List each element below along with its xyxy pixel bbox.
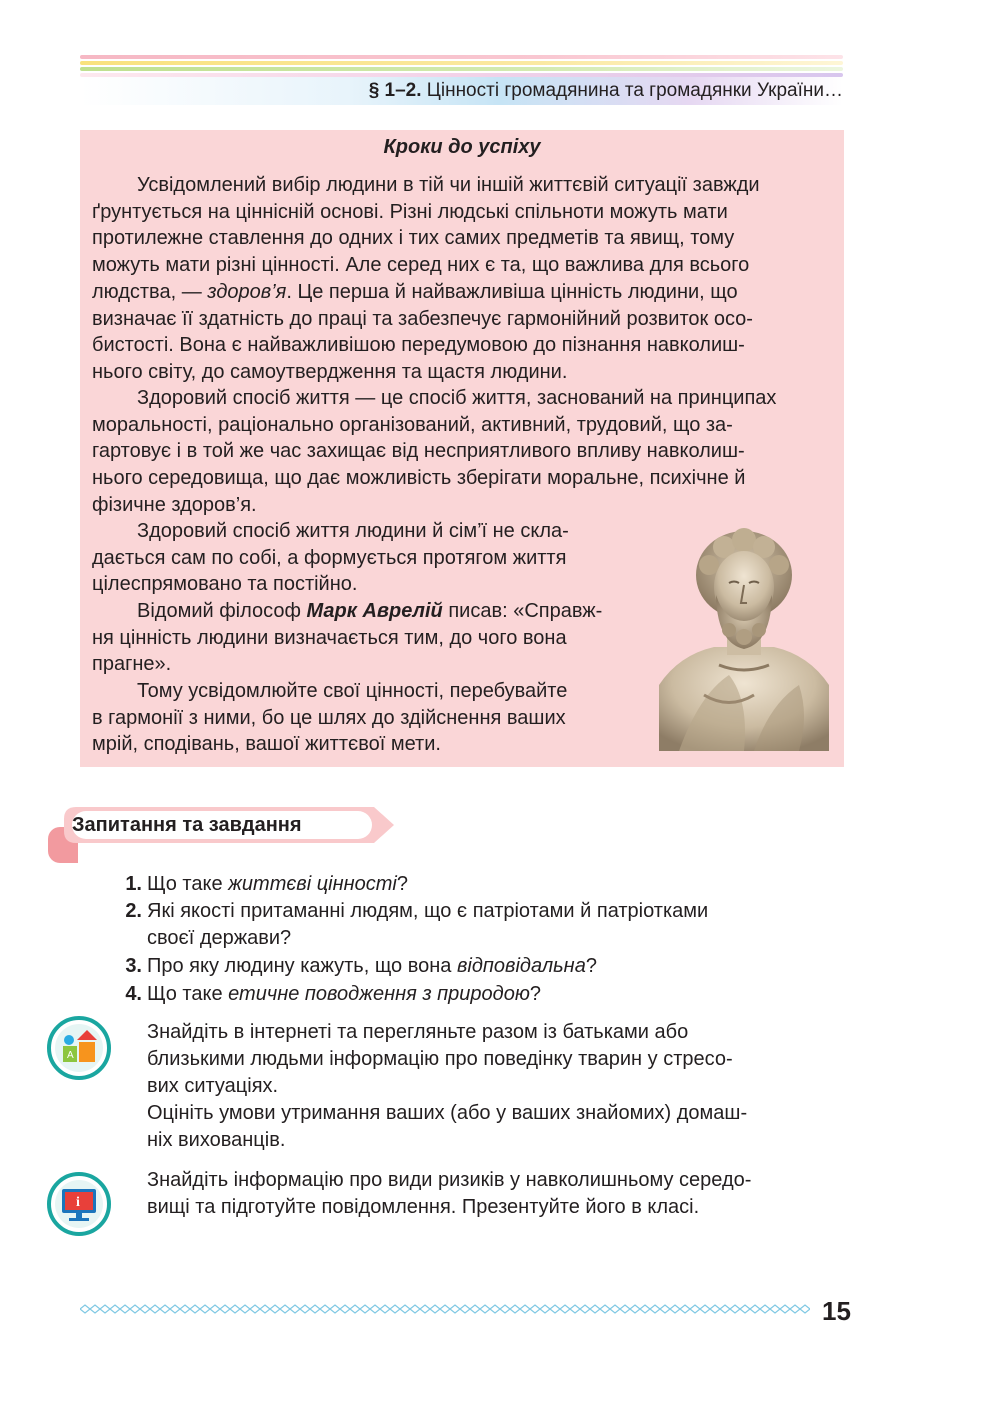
box-heading: Кроки до успіху: [383, 136, 541, 158]
paragraph-1: Усвідомлений вибір людини в тій чи іншій життєвій ситуації завжди ґрунтується на ціннісній основі. Різні людські спільноти можуть мати протилежне ставлення до одних і тих самих предметів та явищ, тому можуть мати різні цінності. Але серед них є та, що важлива для всього людства, — здоров’я. Це перша й найважливіша цінність людини, що визначає її здатність до праці та забезпечує гармонійний розвиток осо- бистості. Вона є найважливішою передумовою до пізнання навколиш- нього світу, до самоутвердження та щастя людини.: [92, 174, 760, 383]
footer-decorative-line: [80, 1302, 810, 1316]
info-monitor-icon: [47, 1172, 111, 1241]
philosopher-name: Марк Аврелій: [306, 600, 443, 622]
paragraph-3: Здоровий спосіб життя людини й сім’ї не скла- дається сам по собі, а формується протягом життя цілеспрямовано та постійно.: [92, 520, 569, 596]
paragraph-5: Тому усвідомлюйте свої цінності, перебувайте в гармонії з ними, бо це шлях до здійснення ваших мрій, сподівань, вашої життєвої мети.: [92, 680, 568, 756]
task-2: Знайдіть інформацію про види ризиків у навколишньому середо- вищі та підготуйте повідомлення. Презентуйте його в класі.: [147, 1169, 752, 1218]
marcus-aurelius-bust-image: [659, 525, 829, 751]
section-number: § 1–2.: [368, 80, 422, 101]
section-title: Цінності громадянина та громадянки України…: [426, 80, 843, 101]
paragraph-2: Здоровий спосіб життя — це спосіб життя, заснований на принципах моральності, раціонально організований, активний, трудовий, що за- гартовує і в той же час захищає від несприятливого впливу навколиш- нього середовища, що дає можливість зберігати моральне, психічне й фізичне здоров’я.: [92, 387, 777, 516]
svg-text:i: i: [76, 1195, 80, 1210]
header-stripes: [80, 55, 843, 77]
page-number: 15: [822, 1296, 851, 1326]
questions-heading: Запитання та завдання: [72, 814, 302, 836]
task-1: Знайдіть в інтернеті та перегляньте разом із батьками або близькими людьми інформацію про поведінку тварин у стресо- вих ситуаціях. Оцініть умови утримання ваших (або у ваших знайомих) домаш- ніх вихованців.: [147, 1021, 748, 1151]
paragraph-4: Відомий філософ Марк Аврелій писав: «Справж- ня цінність людини визначається тим, до чого вона прагне».: [92, 600, 603, 676]
running-header: [369, 80, 843, 102]
family-activity-icon: [47, 1016, 111, 1085]
svg-text:A: A: [67, 1050, 74, 1061]
